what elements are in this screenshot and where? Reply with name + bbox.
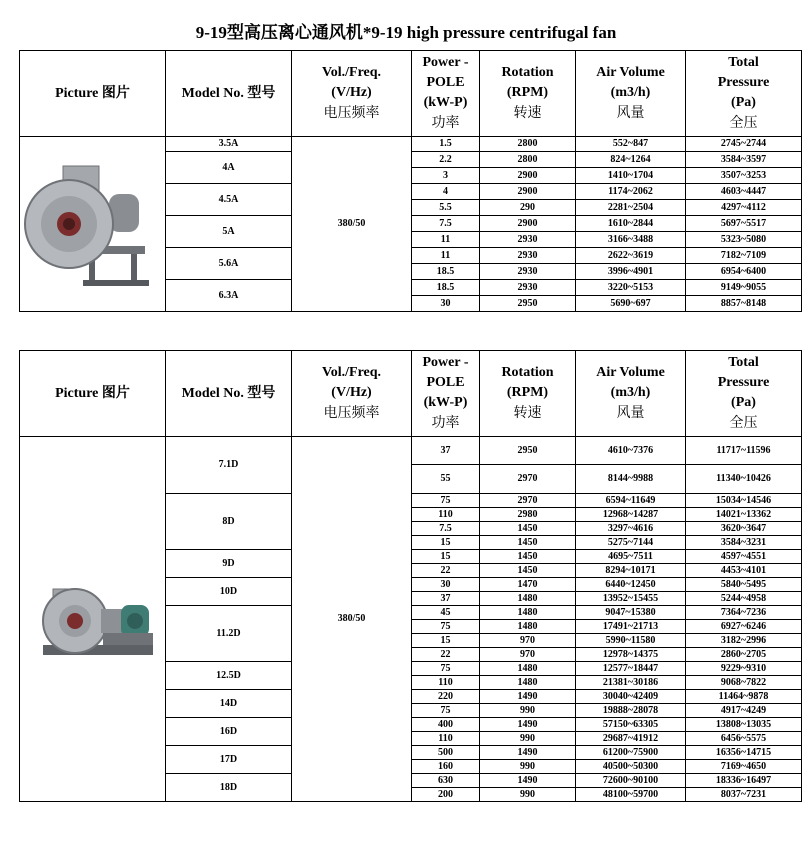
model-cell: 18D [166, 774, 292, 802]
rpm-cell: 1490 [480, 690, 576, 704]
spec-table-d-series [19, 350, 802, 802]
power-cell: 18.5 [412, 264, 480, 280]
pressure-cell: 7364~7236 [686, 606, 802, 620]
power-cell: 630 [412, 774, 480, 788]
rpm-cell: 2930 [480, 264, 576, 280]
power-cell: 75 [412, 494, 480, 508]
table-header-row [20, 351, 802, 437]
power-cell: 45 [412, 606, 480, 620]
rpm-cell: 2930 [480, 280, 576, 296]
rpm-cell: 2900 [480, 184, 576, 200]
power-cell: 30 [412, 578, 480, 592]
power-cell: 37 [412, 437, 480, 465]
rpm-cell: 970 [480, 634, 576, 648]
rpm-cell: 2900 [480, 168, 576, 184]
rpm-cell: 1480 [480, 676, 576, 690]
rpm-cell: 970 [480, 648, 576, 662]
rpm-cell: 2950 [480, 296, 576, 312]
picture-cell [20, 137, 166, 312]
rpm-cell: 990 [480, 704, 576, 718]
air-cell: 3166~3488 [576, 232, 686, 248]
table-header-row [20, 51, 802, 137]
air-cell: 12978~14375 [576, 648, 686, 662]
pressure-cell: 11340~10426 [686, 465, 802, 494]
air-cell: 4610~7376 [576, 437, 686, 465]
header-air-volume: Air Volume (m3/h) 风量 [576, 351, 686, 437]
spec-table-a-series [19, 50, 802, 312]
header-model: Model No. 型号 [166, 351, 292, 437]
power-cell: 37 [412, 592, 480, 606]
power-cell: 55 [412, 465, 480, 494]
pressure-cell: 8857~8148 [686, 296, 802, 312]
rpm-cell: 1490 [480, 746, 576, 760]
air-cell: 57150~63305 [576, 718, 686, 732]
picture-cell [20, 437, 166, 802]
pressure-cell: 6954~6400 [686, 264, 802, 280]
power-cell: 22 [412, 564, 480, 578]
air-cell: 824~1264 [576, 152, 686, 168]
pressure-cell: 7169~4650 [686, 760, 802, 774]
model-cell: 10D [166, 578, 292, 606]
pressure-cell: 2745~2744 [686, 137, 802, 152]
air-cell: 61200~75900 [576, 746, 686, 760]
pressure-cell: 2860~2705 [686, 648, 802, 662]
air-cell: 12577~18447 [576, 662, 686, 676]
rpm-cell: 990 [480, 760, 576, 774]
model-cell: 12.5D [166, 662, 292, 690]
power-cell: 220 [412, 690, 480, 704]
air-cell: 6440~12450 [576, 578, 686, 592]
air-cell: 552~847 [576, 137, 686, 152]
header-total-pressure: Total Pressure (Pa) 全压 [686, 351, 802, 437]
rpm-cell: 2900 [480, 216, 576, 232]
rpm-cell: 1450 [480, 536, 576, 550]
power-cell: 160 [412, 760, 480, 774]
pressure-cell: 4297~4112 [686, 200, 802, 216]
model-cell: 17D [166, 746, 292, 774]
power-cell: 75 [412, 662, 480, 676]
rpm-cell: 1480 [480, 592, 576, 606]
header-rotation: Rotation (RPM) 转速 [480, 351, 576, 437]
model-cell: 4.5A [166, 184, 292, 216]
pressure-cell: 3507~3253 [686, 168, 802, 184]
air-cell: 72600~90100 [576, 774, 686, 788]
air-cell: 4695~7511 [576, 550, 686, 564]
voltage-cell: 380/50 [292, 437, 412, 802]
table-row [20, 137, 802, 152]
air-cell: 1410~1704 [576, 168, 686, 184]
power-cell: 110 [412, 676, 480, 690]
pressure-cell: 14021~13362 [686, 508, 802, 522]
header-voltage: Vol./Freq. (V/Hz) 电压频率 [292, 51, 412, 137]
pressure-cell: 9229~9310 [686, 662, 802, 676]
rpm-cell: 2800 [480, 152, 576, 168]
header-picture: Picture 图片 [20, 51, 166, 137]
power-cell: 400 [412, 718, 480, 732]
model-cell: 6.3A [166, 280, 292, 312]
air-cell: 21381~30186 [576, 676, 686, 690]
rpm-cell: 2800 [480, 137, 576, 152]
power-cell: 3 [412, 168, 480, 184]
pressure-cell: 6456~5575 [686, 732, 802, 746]
air-cell: 8294~10171 [576, 564, 686, 578]
fan-product-photo [23, 549, 163, 689]
power-cell: 110 [412, 508, 480, 522]
power-cell: 500 [412, 746, 480, 760]
air-cell: 1610~2844 [576, 216, 686, 232]
model-cell: 7.1D [166, 437, 292, 494]
model-cell: 5A [166, 216, 292, 248]
pressure-cell: 5840~5495 [686, 578, 802, 592]
power-cell: 22 [412, 648, 480, 662]
power-cell: 11 [412, 232, 480, 248]
model-cell: 8D [166, 494, 292, 550]
page-title: 9-19型高压离心通风机*9-19 high pressure centrifugal fan [195, 23, 617, 42]
fan-product-photo [23, 154, 163, 294]
power-cell: 110 [412, 732, 480, 746]
pressure-cell: 11717~11596 [686, 437, 802, 465]
air-cell: 30040~42409 [576, 690, 686, 704]
rpm-cell: 2950 [480, 437, 576, 465]
air-cell: 13952~15455 [576, 592, 686, 606]
air-cell: 3220~5153 [576, 280, 686, 296]
rpm-cell: 1490 [480, 718, 576, 732]
rpm-cell: 1470 [480, 578, 576, 592]
header-air-volume: Air Volume (m3/h) 风量 [576, 51, 686, 137]
pressure-cell: 3584~3597 [686, 152, 802, 168]
air-cell: 3297~4616 [576, 522, 686, 536]
air-cell: 5275~7144 [576, 536, 686, 550]
air-cell: 2281~2504 [576, 200, 686, 216]
pressure-cell: 11464~9878 [686, 690, 802, 704]
pressure-cell: 16356~14715 [686, 746, 802, 760]
power-cell: 7.5 [412, 216, 480, 232]
air-cell: 8144~9988 [576, 465, 686, 494]
pressure-cell: 7182~7109 [686, 248, 802, 264]
air-cell: 6594~11649 [576, 494, 686, 508]
power-cell: 200 [412, 788, 480, 802]
power-cell: 15 [412, 550, 480, 564]
rpm-cell: 1490 [480, 774, 576, 788]
air-cell: 12968~14287 [576, 508, 686, 522]
model-cell: 3.5A [166, 137, 292, 152]
rpm-cell: 990 [480, 788, 576, 802]
air-cell: 29687~41912 [576, 732, 686, 746]
pressure-cell: 4917~4249 [686, 704, 802, 718]
pressure-cell: 4453~4101 [686, 564, 802, 578]
model-cell: 9D [166, 550, 292, 578]
header-voltage: Vol./Freq. (V/Hz) 电压频率 [292, 351, 412, 437]
pressure-cell: 5323~5080 [686, 232, 802, 248]
power-cell: 1.5 [412, 137, 480, 152]
model-cell: 16D [166, 718, 292, 746]
rpm-cell: 1450 [480, 564, 576, 578]
table-row [20, 437, 802, 465]
pressure-cell: 15034~14546 [686, 494, 802, 508]
pressure-cell: 5697~5517 [686, 216, 802, 232]
air-cell: 5690~697 [576, 296, 686, 312]
power-cell: 15 [412, 536, 480, 550]
pressure-cell: 3620~3647 [686, 522, 802, 536]
header-total-pressure: Total Pressure (Pa) 全压 [686, 51, 802, 137]
pressure-cell: 9068~7822 [686, 676, 802, 690]
model-cell: 4A [166, 152, 292, 184]
pressure-cell: 8037~7231 [686, 788, 802, 802]
power-cell: 75 [412, 620, 480, 634]
rpm-cell: 2970 [480, 465, 576, 494]
air-cell: 5990~11580 [576, 634, 686, 648]
pressure-cell: 3182~2996 [686, 634, 802, 648]
air-cell: 48100~59700 [576, 788, 686, 802]
rpm-cell: 1480 [480, 620, 576, 634]
model-cell: 5.6A [166, 248, 292, 280]
pressure-cell: 18336~16497 [686, 774, 802, 788]
power-cell: 5.5 [412, 200, 480, 216]
power-cell: 7.5 [412, 522, 480, 536]
header-power: Power - POLE (kW-P) 功率 [412, 351, 480, 437]
rpm-cell: 1480 [480, 662, 576, 676]
rpm-cell: 2930 [480, 232, 576, 248]
pressure-cell: 9149~9055 [686, 280, 802, 296]
power-cell: 4 [412, 184, 480, 200]
rpm-cell: 1450 [480, 550, 576, 564]
pressure-cell: 3584~3231 [686, 536, 802, 550]
pressure-cell: 13808~13035 [686, 718, 802, 732]
header-power: Power - POLE (kW-P) 功率 [412, 51, 480, 137]
air-cell: 1174~2062 [576, 184, 686, 200]
air-cell: 9047~15380 [576, 606, 686, 620]
pressure-cell: 5244~4958 [686, 592, 802, 606]
air-cell: 40500~50300 [576, 760, 686, 774]
rpm-cell: 1450 [480, 522, 576, 536]
rpm-cell: 2970 [480, 494, 576, 508]
pressure-cell: 4603~4447 [686, 184, 802, 200]
air-cell: 17491~21713 [576, 620, 686, 634]
rpm-cell: 2980 [480, 508, 576, 522]
model-cell: 14D [166, 690, 292, 718]
power-cell: 75 [412, 704, 480, 718]
power-cell: 11 [412, 248, 480, 264]
rpm-cell: 2930 [480, 248, 576, 264]
air-cell: 3996~4901 [576, 264, 686, 280]
rpm-cell: 990 [480, 732, 576, 746]
power-cell: 18.5 [412, 280, 480, 296]
air-cell: 19888~28078 [576, 704, 686, 718]
voltage-cell: 380/50 [292, 137, 412, 312]
header-picture: Picture 图片 [20, 351, 166, 437]
power-cell: 15 [412, 634, 480, 648]
model-cell: 11.2D [166, 606, 292, 662]
power-cell: 30 [412, 296, 480, 312]
air-cell: 2622~3619 [576, 248, 686, 264]
power-cell: 2.2 [412, 152, 480, 168]
pressure-cell: 6927~6246 [686, 620, 802, 634]
rpm-cell: 290 [480, 200, 576, 216]
header-model: Model No. 型号 [166, 51, 292, 137]
rpm-cell: 1480 [480, 606, 576, 620]
header-rotation: Rotation (RPM) 转速 [480, 51, 576, 137]
pressure-cell: 4597~4551 [686, 550, 802, 564]
